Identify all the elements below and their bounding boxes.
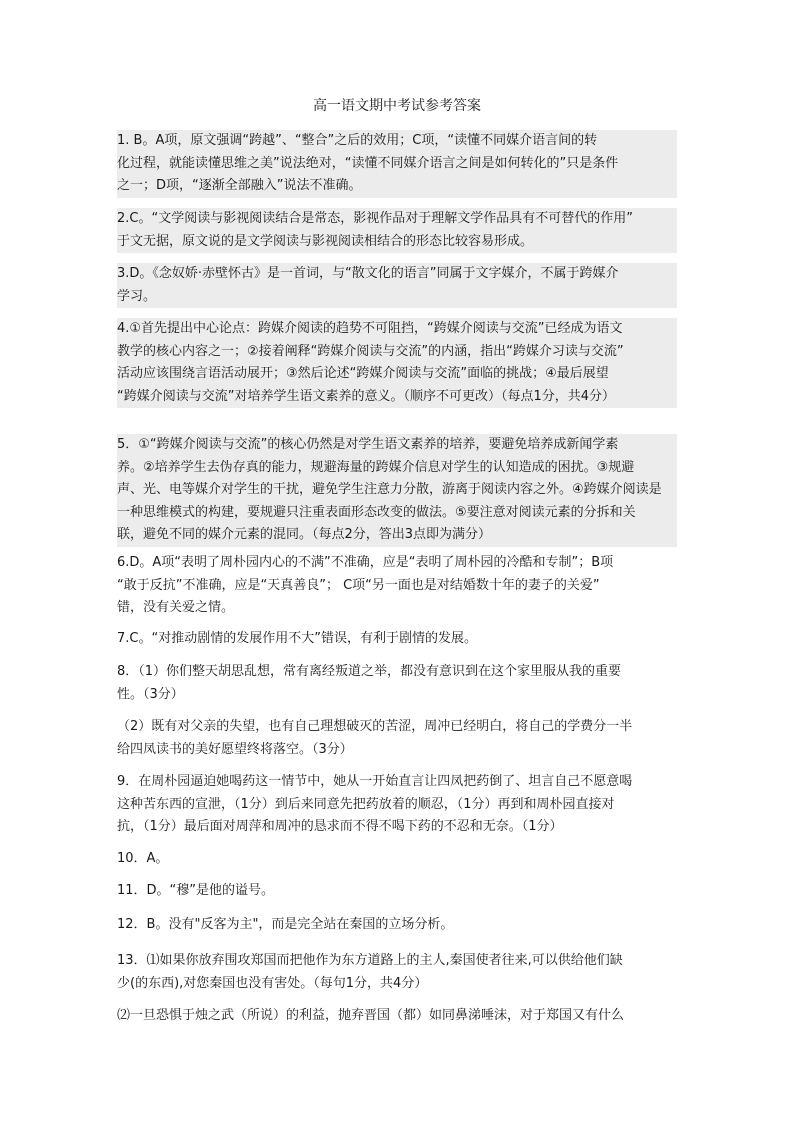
answer-line: 少(的东西),对您秦国也没有害处。（每句1分，共4分） <box>117 975 428 991</box>
answer-line: 抗，（1分）最后面对周萍和周冲的恳求而不得不喝下药的不忍和无奈。（1分） <box>117 819 563 834</box>
answer-item <box>117 318 677 408</box>
answer-item <box>117 552 677 620</box>
answer-line: 一种思维模式的构建，要规避只注重表面形态改变的做法。⑤要注意对阅读元素的分拆和关 <box>117 504 636 520</box>
answer-line: 1. B。A项，原文强调“跨越”、“整合”之后的效用；C项，“读懂不同媒介语言间的转 <box>117 133 598 148</box>
answer-line: “敢于反抗”不准确，应是“天真善良”； C项“另一面也是对结婚数十年的妻子的关爱” <box>117 577 600 593</box>
answer-line: 6.D。A项“表明了周朴园内心的不满”不准确，应是“表明了周朴园的冷酷和专制”；B项 <box>117 555 614 570</box>
answer-line: 7.C。“对推动剧情的发展作用不大”错误，有利于剧情的发展。 <box>117 631 477 646</box>
answer-line: 学习。 <box>117 288 157 304</box>
answer-line: 教学的核心内容之一；②接着阐释“跨媒介阅读与交流”的内涵，指出“跨媒介习读与交流” <box>117 343 624 359</box>
answer-line: 13．⑴如果你放弃围攻郑国而把他作为东方道路上的主人,秦国使者往来,可以供给他们缺 <box>117 953 623 968</box>
answer-item <box>117 661 677 706</box>
answer-line: 这种苦东西的宣泄，（1分）到后来同意先把药放着的顺忍，（1分）再到和周朴园直接对 <box>117 796 615 812</box>
answer-item <box>117 771 677 839</box>
answer-line: ⑵一旦恐惧于烛之武（所说）的利益，抛弃晋国（都）如同鼻涕唾沫，对于郑国又有什么 <box>117 1008 625 1023</box>
answer-line: 联，避免不同的媒介元素的混同。（每点2分，答出3点即为满分） <box>117 527 492 542</box>
answer-line: “跨媒介阅读与交流”对培养学生语文素养的意义。（顺序不可更改）（每点1分，共4分） <box>117 388 616 404</box>
answer-item <box>117 914 677 937</box>
answer-item <box>117 716 677 761</box>
answer-line: 性。（3分） <box>117 686 184 702</box>
answer-item <box>117 880 677 903</box>
answer-line: 活动应该围绕言语活动展开；③然后论述“跨媒介阅读与交流”面临的挑战；④最后展望 <box>117 366 609 381</box>
answer-line: 3.D。《念奴娇·赤壁怀古》是一首词，与“散文化的语言”同属于文字媒介，不属于跨媒介 <box>117 266 619 281</box>
answer-line: 9．在周朴园逼迫她喝药这一情节中，她从一开始直言让四凤把药倒了、坦言自己不愿意喝 <box>117 774 633 789</box>
answer-line: 养。②培养学生去伪存真的能力，规避海量的跨媒介信息对学生的认知造成的困扰。③规避 <box>117 459 635 475</box>
answer-line: 化过程，就能读懂思维之美”说法绝对，“读懂不同媒介语言之间是如何转化的”只是条件 <box>117 155 619 171</box>
answer-item <box>117 950 677 995</box>
answer-item <box>117 628 677 651</box>
answer-line: 给四凤读书的美好愿望终将落空。（3分） <box>117 741 353 757</box>
answer-line: 4.①首先提出中心论点：跨媒介阅读的趋势不可阻挡，“跨媒介阅读与交流”已经成为语文 <box>117 321 623 336</box>
answer-line: 10．A。 <box>117 851 169 866</box>
answer-line: 2.C。“文学阅读与影视阅读结合是常态，影视作品对于理解文学作品具有不可替代的作用” <box>117 211 633 226</box>
answer-item <box>117 130 677 198</box>
answer-item <box>117 848 677 871</box>
answer-item <box>117 263 677 308</box>
answer-line: 之一；D项，“逐渐全部融入”说法不准确。 <box>117 178 362 193</box>
answer-line: 8．（1）你们整天胡思乱想，常有离经叛道之举，都没有意识到在这个家里服从我的重要 <box>117 664 622 679</box>
page-title: 高一语文期中考试参考答案 <box>313 98 481 114</box>
answer-line: 错，没有关爱之情。 <box>117 600 235 615</box>
answer-line: 声、光、电等媒介对学生的干扰，避免学生注意力分散，游离于阅读内容之外。④跨媒介阅读是 <box>117 482 662 497</box>
answer-line: （2）既有对父亲的失望，也有自己理想破灭的苦涩，周冲已经明白，将自己的学费分一半 <box>117 719 633 734</box>
answer-item <box>117 208 677 253</box>
answer-item <box>117 434 677 547</box>
answer-line: 11．D。“穆”是他的谥号。 <box>117 883 275 898</box>
answer-line: 5．①“跨媒介阅读与交流”的核心仍然是对学生语文素养的培养，要避免培养成新闻学素 <box>117 437 619 452</box>
answer-item <box>117 1005 677 1028</box>
answer-line: 12．B。没有"反客为主"，而是完全站在秦国的立场分析。 <box>117 917 454 932</box>
answer-line: 于文无据，原文说的是文学阅读与影视阅读相结合的形态比较容易形成。 <box>117 233 534 249</box>
